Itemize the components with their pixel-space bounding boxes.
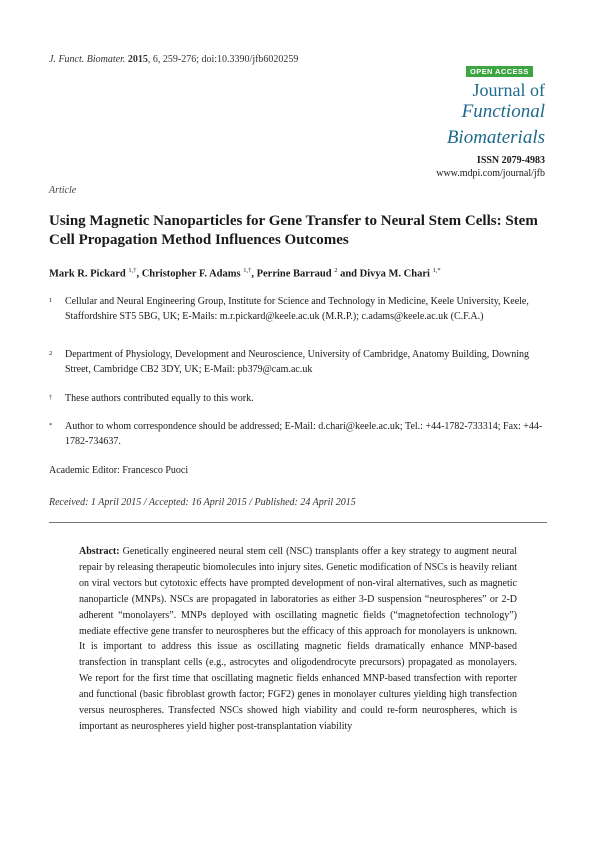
author-list (49, 267, 559, 280)
author-name: Perrine Barraud (256, 268, 332, 280)
citation-details: , 6, 259-276; doi:10.3390/jfb6020259 (147, 54, 299, 65)
author-separator: , (136, 268, 142, 280)
author-affiliation-mark: 1,† (243, 267, 252, 274)
journal-url[interactable]: www.mdpi.com/journal/jfb (436, 168, 545, 179)
author-affiliation-mark: 1,† (128, 267, 137, 274)
author-affiliation-mark: 1,* (432, 267, 441, 274)
citation-line (49, 54, 298, 65)
article-type: Article (49, 185, 77, 196)
issn: ISSN 2079-4983 (476, 155, 545, 166)
footnote-mark: * (49, 422, 53, 429)
journal-name-line3: Biomaterials (446, 127, 545, 148)
author-name: Christopher F. Adams (141, 268, 241, 280)
journal-name-line1: Journal of (472, 80, 545, 100)
author-name: Divya M. Chari (359, 268, 430, 280)
author-separator: , (251, 268, 257, 280)
footnote-text: These authors contributed equally to this work. (65, 393, 254, 404)
equal-contribution-note (49, 392, 549, 407)
publication-dates: Received: 1 April 2015 / Accepted: 16 April 2015 / Published: 24 April 2015 (49, 497, 356, 508)
author-affiliation-mark: 2 (334, 267, 338, 274)
paper-title: Using Magnetic Nanoparticles for Gene Transfer to Neural Stem Cells: Stem Cell Propagation Method Influences Outcomes (49, 213, 538, 248)
citation-year: 2015 (127, 54, 148, 65)
citation-journal: J. Funct. Biomater. (49, 54, 126, 65)
affiliation-number: 2 (49, 350, 53, 357)
academic-editor: Academic Editor: Francesco Puoci (49, 465, 189, 476)
author-separator: and (337, 268, 360, 280)
footnote-mark: † (49, 394, 53, 401)
abstract-text: Genetically engineered neural stem cell (NSC) transplants offer a key strategy to augment neural repair by releasing therapeutic biomolecules into injury sites. Genetic modification of NSCs is heavily reliant on viral vectors but cytotoxic effects have prompted development of non-viral alternatives, such as magnetic nanoparticle (MNPs). NSCs are propagated in laboratories as either 3-D suspension “neurospheres” or 2-D adherent “monolayers”. MNPs deployed with oscillating magnetic fields (“magnetofection technology”) mediate effective gene transfer to neurospheres but the efficacy of this approach for monolayers is unknown. It is important to address this issue as oscillating magnetic fields dramatically enhance MNP-based transfection in transplant cells (e.g., astrocytes and oligodendrocyte precursors) propagated as monolayers. We report for the first time that oscillating magnetic fields enhanced MNP-based transfection with reporter and functional (basic fibroblast growth factor; FGF2) genes in monolayer cultures yielding high transfection versus neurospheres. Transfected NSCs showed high viability and could re-form neurospheres, which is important as neurospheres yield higher post-transplantation viability (79, 546, 517, 732)
author-name: Mark R. Pickard (49, 268, 126, 280)
affiliation-text: Department of Physiology, Development and Neuroscience, University of Cambridge, Anatomy Building, Downing Street, Cambridge CB2 3DY, UK; E-Mail: pb379@cam.ac.uk (65, 349, 529, 375)
open-access-badge: OPEN ACCESS (466, 66, 533, 77)
abstract (79, 544, 517, 735)
abstract-label: Abstract: (79, 546, 120, 557)
affiliation-text: Cellular and Neural Engineering Group, Institute for Science and Technology in Medicine, Keele University, Keele, Staffordshire ST5 5BG, UK; E-Mails: m.r.pickard@keele.ac.uk (M.R.P.); c.adams@keele.ac.uk (C.F.A.) (65, 296, 529, 322)
affiliation (49, 348, 549, 377)
footnote-text: Author to whom correspondence should be addressed; E-Mail: d.chari@keele.ac.uk; Tel.: +44-1782-733314; Fax: +44-1782-734637. (65, 421, 543, 447)
journal-name-line2: Functional (461, 101, 545, 122)
correspondence-note (49, 420, 549, 449)
affiliation-number: 1 (49, 297, 53, 304)
affiliation (49, 295, 549, 324)
divider (49, 522, 547, 523)
